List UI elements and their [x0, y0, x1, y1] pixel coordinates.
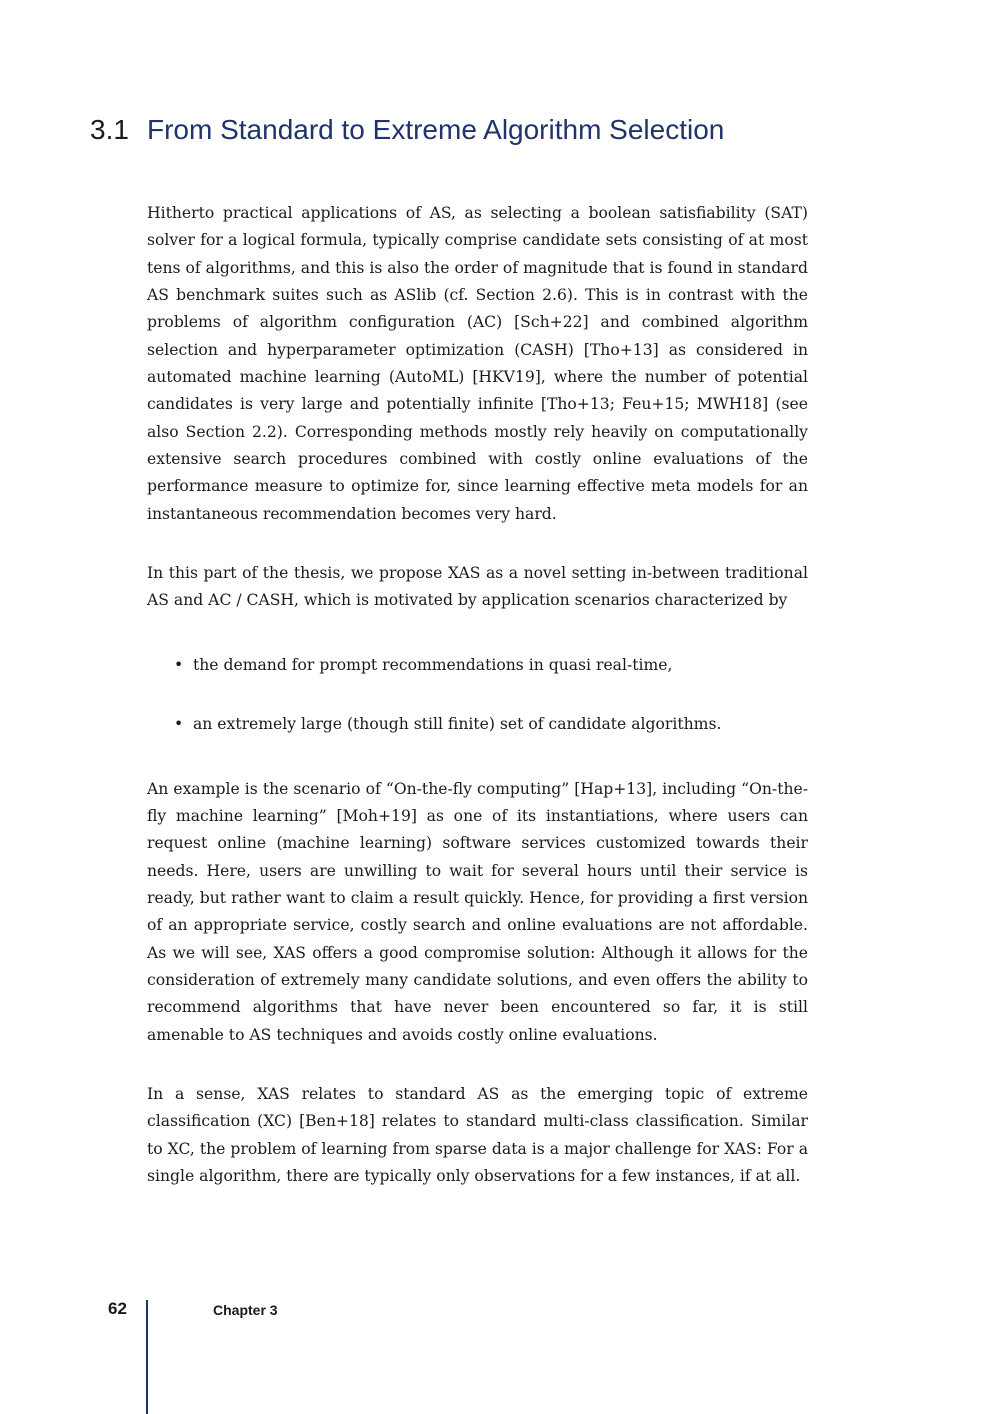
bullet-list — [147, 652, 808, 739]
section-number: 3.1 — [90, 114, 129, 145]
section-heading — [90, 110, 724, 150]
paragraph-intro: Hitherto practical applications of AS, as selecting a boolean satisfiability (SAT) solver for a logical formula, typically comprise candidate sets consisting of at most tens of algorithms, and this is also the order of magnitude that is found in standard AS benchmark suites such as ASlib (cf. Section 2.6). This is in contrast with the problems of algorithm configuration (AC) [Sch+22] and combined algorithm selection and hyperparameter optimization (CASH) [Tho+13] as considered in automated machine learning (AutoML) [HKV19], where the number of potential candidates is very large and potentially infinite [Tho+13; Feu+15; MWH18] (see also Section 2.2). Corresponding methods mostly rely heavily on computationally extensive search procedures combined with costly online evaluations of the performance measure to optimize for, since learning effective meta models for an instantaneous recommendation becomes very hard. — [147, 204, 808, 523]
footer-divider — [146, 1300, 148, 1414]
body-text — [147, 200, 808, 1190]
running-footer-chapter: Chapter 3 — [213, 1302, 278, 1318]
bullet-icon: • — [174, 655, 184, 674]
page-number: 62 — [108, 1299, 127, 1318]
section-title: From Standard to Extreme Algorithm Selection — [147, 114, 725, 145]
list-item — [147, 652, 808, 679]
list-item-text: an extremely large (though still finite) set of candidate algorithms. — [193, 715, 722, 734]
paragraph-proposal: In this part of the thesis, we propose XAS as a novel setting in-between traditional AS and AC / CASH, which is motivated by application scenarios characterized by — [147, 564, 808, 610]
paragraph-xc-relation: In a sense, XAS relates to standard AS as the emerging topic of extreme classification (XC) [Ben+18] relates to standard multi-class classification. Similar to XC, the problem of learning from sparse data is a major challenge for XAS: For a single algorithm, there are typically only observations for a few instances, if at all. — [147, 1084, 808, 1185]
bullet-icon: • — [174, 715, 184, 734]
list-item-text: the demand for prompt recommendations in quasi real-time, — [193, 655, 673, 674]
paragraph-example: An example is the scenario of “On-the-fly computing” [Hap+13], including “On-the-fly machine learning” [Moh+19] as one of its instantiations, where users can request online (machine learning) software services customized towards their needs. Here, users are unwilling to wait for several hours until their service is ready, but rather want to claim a result quickly. Hence, for providing a first version of an appropriate service, costly search and online evaluations are not affordable. As we will see, XAS offers a good compromise solution: Although it allows for the consideration of extremely many candidate solutions, and even offers the ability to recommend algorithms that have never been encountered so far, it is still amenable to AS techniques and avoids costly online evaluations. — [147, 779, 808, 1044]
list-item — [147, 711, 808, 738]
